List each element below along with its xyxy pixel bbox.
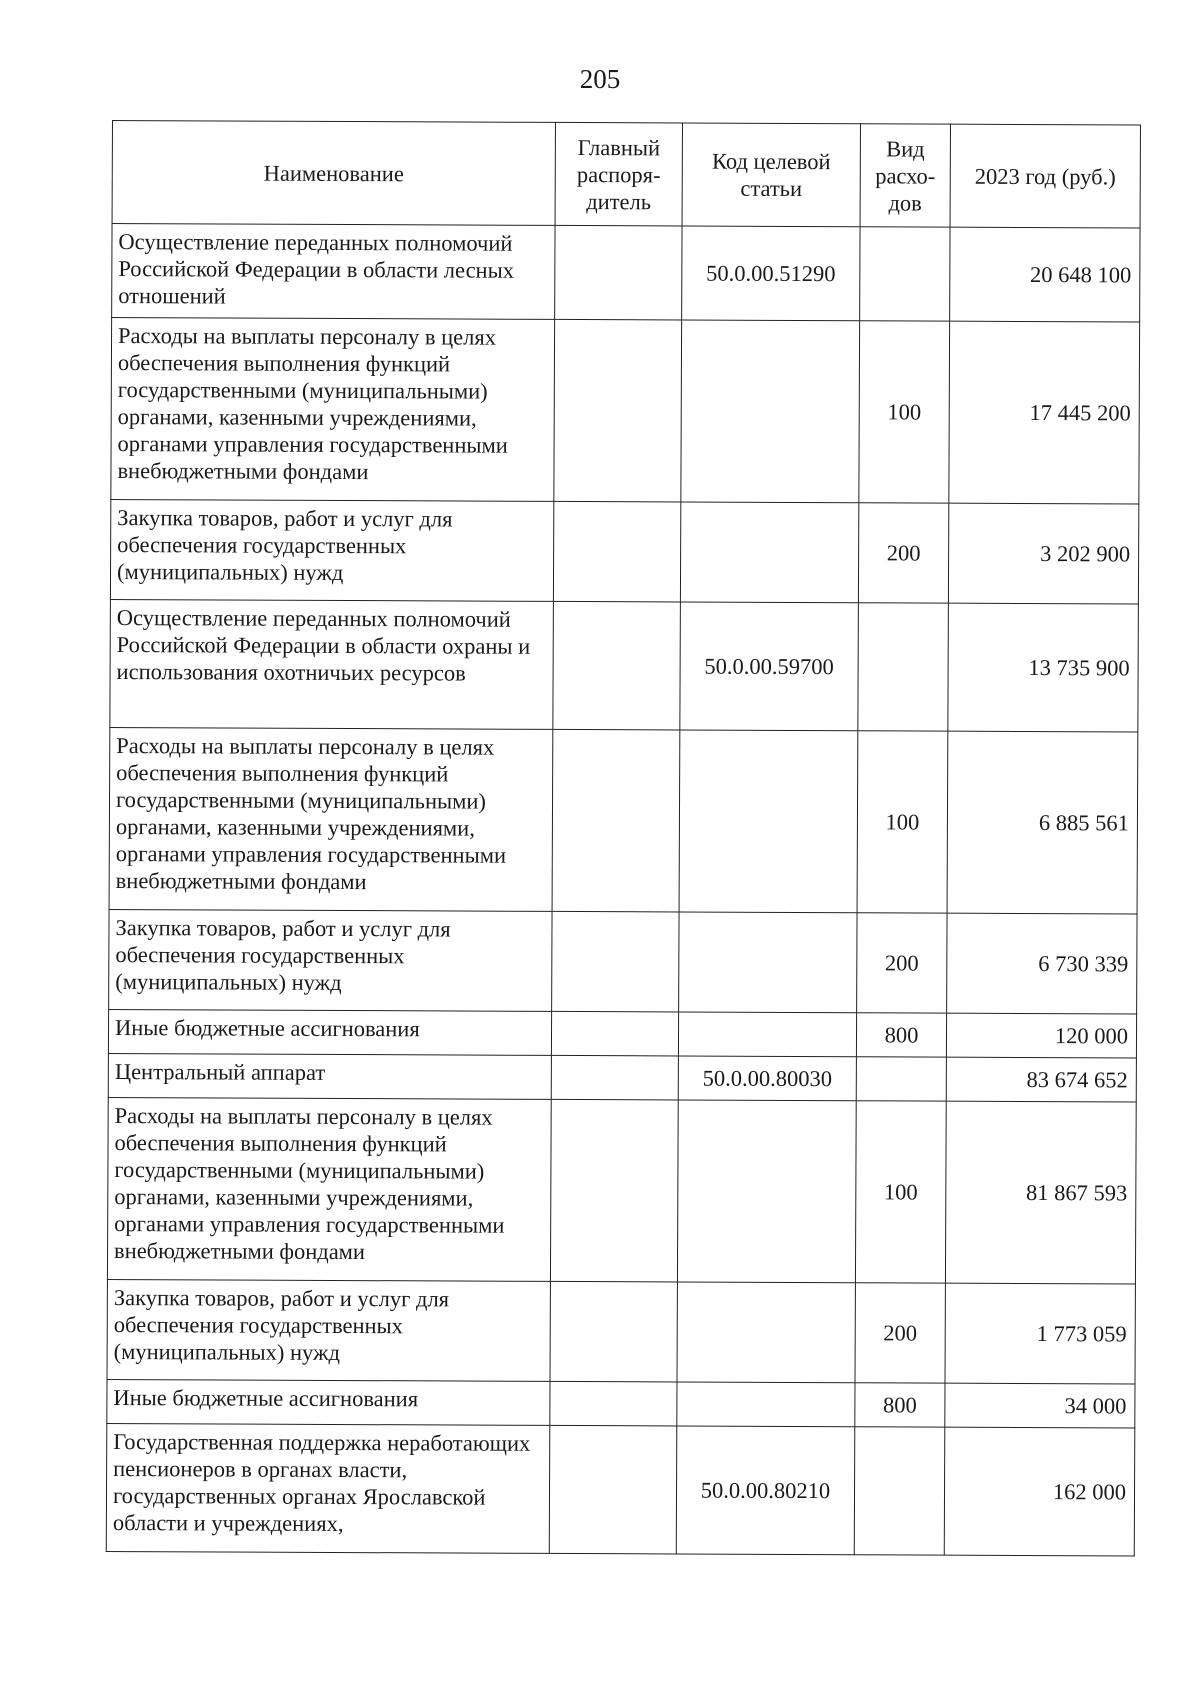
row-type xyxy=(858,603,949,731)
header-administrator: Главный распоря-дитель xyxy=(555,122,682,226)
row-type: 200 xyxy=(857,913,947,1013)
row-administrator xyxy=(549,1425,677,1554)
table-row xyxy=(107,1279,1135,1383)
table-row xyxy=(110,499,1138,603)
row-type: 100 xyxy=(855,1101,946,1283)
table-row xyxy=(107,1379,1135,1427)
header-amount-2023: 2023 год (руб.) xyxy=(950,124,1140,228)
row-amount: 120 000 xyxy=(946,1013,1136,1058)
table-row xyxy=(109,909,1137,1013)
row-amount: 3 202 900 xyxy=(948,503,1138,604)
row-administrator xyxy=(553,601,681,730)
row-type xyxy=(856,1057,946,1101)
row-amount: 81 867 593 xyxy=(945,1101,1136,1284)
row-administrator xyxy=(554,319,682,502)
budget-table xyxy=(106,120,1141,1556)
row-code: 50.0.00.51290 xyxy=(682,226,860,321)
row-type: 100 xyxy=(857,731,948,913)
row-amount: 13 735 900 xyxy=(948,603,1139,732)
table-body xyxy=(106,224,1140,1556)
row-code xyxy=(677,1382,855,1427)
table-row xyxy=(112,224,1140,322)
row-code: 50.0.00.80030 xyxy=(678,1056,856,1101)
row-type xyxy=(860,227,950,321)
row-administrator xyxy=(551,1011,678,1056)
table-row xyxy=(111,318,1140,504)
table-row xyxy=(109,727,1138,913)
row-name: Иные бюджетные ассигнования xyxy=(107,1379,550,1425)
row-type: 800 xyxy=(856,1013,946,1057)
row-type: 200 xyxy=(855,1283,945,1383)
row-name: Иные бюджетные ассигнования xyxy=(108,1009,551,1055)
row-name: Расходы на выплаты персоналу в целях обеспечения выполнения функций государственными (муниципальными) органами, казенными учреждениями, органами управления государственными внебюджетными фондами xyxy=(111,318,555,502)
header-target-code: Код целевой статьи xyxy=(682,123,860,227)
row-type: 800 xyxy=(855,1383,945,1427)
table-row xyxy=(107,1097,1136,1283)
table-row xyxy=(108,1053,1136,1101)
row-administrator xyxy=(550,1381,677,1426)
row-type xyxy=(854,1427,945,1555)
row-administrator xyxy=(553,501,680,602)
row-amount: 6 730 339 xyxy=(947,913,1137,1014)
row-name: Осуществление переданных полномочий Российской Федерации в области лесных отношений xyxy=(112,224,555,320)
row-name: Государственная поддержка неработающих пенсионеров в органах власти, государственных органах Ярославской области и учреждениях, xyxy=(106,1423,550,1553)
header-expense-type: Вид расхо-дов xyxy=(860,124,950,227)
row-code xyxy=(681,320,860,503)
table-row xyxy=(110,599,1139,731)
row-amount: 162 000 xyxy=(944,1427,1135,1556)
row-administrator xyxy=(550,1099,678,1282)
row-name: Закупка товаров, работ и услуг для обеспечения государственных (муниципальных) нужд xyxy=(109,909,552,1011)
row-code xyxy=(677,1282,855,1383)
row-code xyxy=(679,730,858,913)
table-row xyxy=(106,1423,1135,1555)
row-code: 50.0.00.59700 xyxy=(680,602,859,731)
row-administrator xyxy=(552,729,680,912)
row-amount: 6 885 561 xyxy=(947,731,1138,914)
row-administrator xyxy=(550,1281,677,1382)
row-code: 50.0.00.80210 xyxy=(676,1426,855,1555)
row-code xyxy=(679,912,857,1013)
row-administrator xyxy=(552,911,679,1012)
row-name: Расходы на выплаты персоналу в целях обеспечения выполнения функций государственными (муниципальными) органами, казенными учреждениями, органами управления государственными внебюджетными фондами xyxy=(109,727,553,911)
row-amount: 1 773 059 xyxy=(945,1283,1135,1384)
row-name: Закупка товаров, работ и услуг для обеспечения государственных (муниципальных) нужд xyxy=(107,1279,550,1381)
row-type: 200 xyxy=(858,503,948,603)
row-name: Центральный аппарат xyxy=(108,1053,551,1099)
row-amount: 20 648 100 xyxy=(950,227,1140,322)
row-administrator xyxy=(555,225,682,320)
row-code xyxy=(680,502,858,603)
table-row xyxy=(108,1009,1136,1057)
row-amount: 34 000 xyxy=(945,1383,1135,1428)
row-name: Расходы на выплаты персоналу в целях обеспечения выполнения функций государственными (муниципальными) органами, казенными учреждениями, органами управления государственными внебюджетными фондами xyxy=(107,1097,551,1281)
row-administrator xyxy=(551,1055,678,1100)
header-name: Наименование xyxy=(112,121,555,226)
row-type: 100 xyxy=(859,321,950,503)
row-name: Осуществление переданных полномочий Российской Федерации в области охраны и использования охотничьих ресурсов xyxy=(110,599,554,729)
row-amount: 17 445 200 xyxy=(949,321,1140,504)
row-name: Закупка товаров, работ и услуг для обеспечения государственных (муниципальных) нужд xyxy=(110,499,553,601)
row-amount: 83 674 652 xyxy=(946,1057,1136,1102)
row-code xyxy=(678,1012,856,1057)
table-header-row xyxy=(112,121,1140,228)
page-number: 205 xyxy=(579,64,621,94)
row-code xyxy=(677,1100,856,1283)
